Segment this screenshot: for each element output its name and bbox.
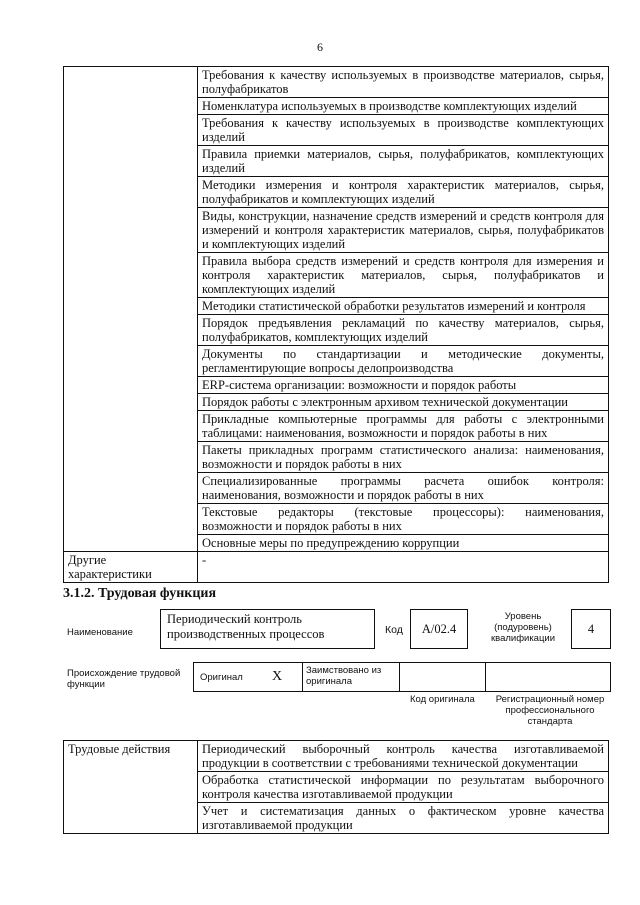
original-mark: X xyxy=(272,669,283,684)
origin-box xyxy=(193,662,611,692)
knowledge-item: Прикладные компьютерные программы для работы с электронными таблицами: наименования, возможности и порядок работы в них xyxy=(198,411,609,442)
section-heading: 3.1.2. Трудовая функция xyxy=(63,586,217,601)
level-box xyxy=(571,609,611,649)
knowledge-item: Методики статистической обработки результатов измерений и контроля xyxy=(198,298,609,315)
other-characteristics-row xyxy=(64,552,609,583)
knowledge-item: Документы по стандартизации и методические документы, регламентирующие вопросы делопроизводства xyxy=(198,346,609,377)
knowledge-label-cell xyxy=(64,67,198,552)
knowledge-item: Пакеты прикладных программ статистического анализа: наименования, возможности и порядок работы в них xyxy=(198,442,609,473)
name-label: Наименование xyxy=(67,627,133,638)
knowledge-item: Требования к качеству используемых в производстве материалов, сырья, полуфабрикатов xyxy=(198,67,609,98)
knowledge-row xyxy=(64,67,609,98)
other-characteristics-value: - xyxy=(198,552,609,583)
code-label: Код xyxy=(385,624,403,636)
knowledge-item: Специализированные программы расчета ошибок контроля: наименования, возможности и порядок работы в них xyxy=(198,473,609,504)
knowledge-item: Порядок предъявления рекламаций по качеству материалов, сырья, полуфабрикатов, комплектующих изделий xyxy=(198,315,609,346)
original-label: Оригинал xyxy=(200,672,243,683)
page-number: 6 xyxy=(317,40,323,54)
level-label: Уровень (подуровень) квалификации xyxy=(490,611,556,644)
function-name-value: Периодический контроль производственных процессов xyxy=(167,612,325,641)
labor-actions-label: Трудовые действия xyxy=(64,741,198,834)
knowledge-item: ERP-система организации: возможности и порядок работы xyxy=(198,377,609,394)
knowledge-item: Порядок работы с электронным архивом технической документации xyxy=(198,394,609,411)
function-name-box xyxy=(160,609,375,649)
other-characteristics-label: Другие характеристики xyxy=(64,552,198,583)
knowledge-item: Правила выбора средств измерений и средств контроля для измерения и контроля характеристик материалов, сырья, полуфабрикатов и комплектующих изделий xyxy=(198,253,609,298)
labor-action-item: Учет и систематизация данных о фактическом уровне качества изготавливаемой продукции xyxy=(198,803,609,834)
code-box xyxy=(410,609,468,649)
level-value: 4 xyxy=(587,622,595,636)
knowledge-item: Требования к качеству используемых в производстве комплектующих изделий xyxy=(198,115,609,146)
code-value: А/02.4 xyxy=(421,622,457,636)
original-code-caption: Код оригинала xyxy=(410,694,475,705)
labor-actions-table xyxy=(63,740,609,834)
knowledge-item: Текстовые редакторы (текстовые процессоры): наименования, возможности и порядок работы в них xyxy=(198,504,609,535)
knowledge-item: Виды, конструкции, назначение средств измерений и средств контроля для измерений и контроля характеристик материалов, сырья, полуфабрикатов и комплектующих изделий xyxy=(198,208,609,253)
knowledge-table xyxy=(63,66,609,583)
origin-label: Происхождение трудовой функции xyxy=(67,668,181,690)
labor-action-item: Периодический выборочный контроль качества изготавливаемой продукции в соответствии с требованиями технической документации xyxy=(198,741,609,772)
knowledge-item: Правила приемки материалов, сырья, полуфабрикатов, комплектующих изделий xyxy=(198,146,609,177)
knowledge-item: Основные меры по предупреждению коррупции xyxy=(198,535,609,552)
registration-number-caption: Регистрационный номер профессионального стандарта xyxy=(495,694,605,727)
labor-action-item: Обработка статистической информации по результатам выборочного контроля качества изготавливаемой продукции xyxy=(198,772,609,803)
labor-action-row xyxy=(64,741,609,772)
borrowed-label: Заимствовано из оригинала xyxy=(306,665,382,687)
knowledge-item: Методики измерения и контроля характеристик материалов, сырья, полуфабрикатов и комплектующих изделий xyxy=(198,177,609,208)
knowledge-item: Номенклатура используемых в производстве комплектующих изделий xyxy=(198,98,609,115)
